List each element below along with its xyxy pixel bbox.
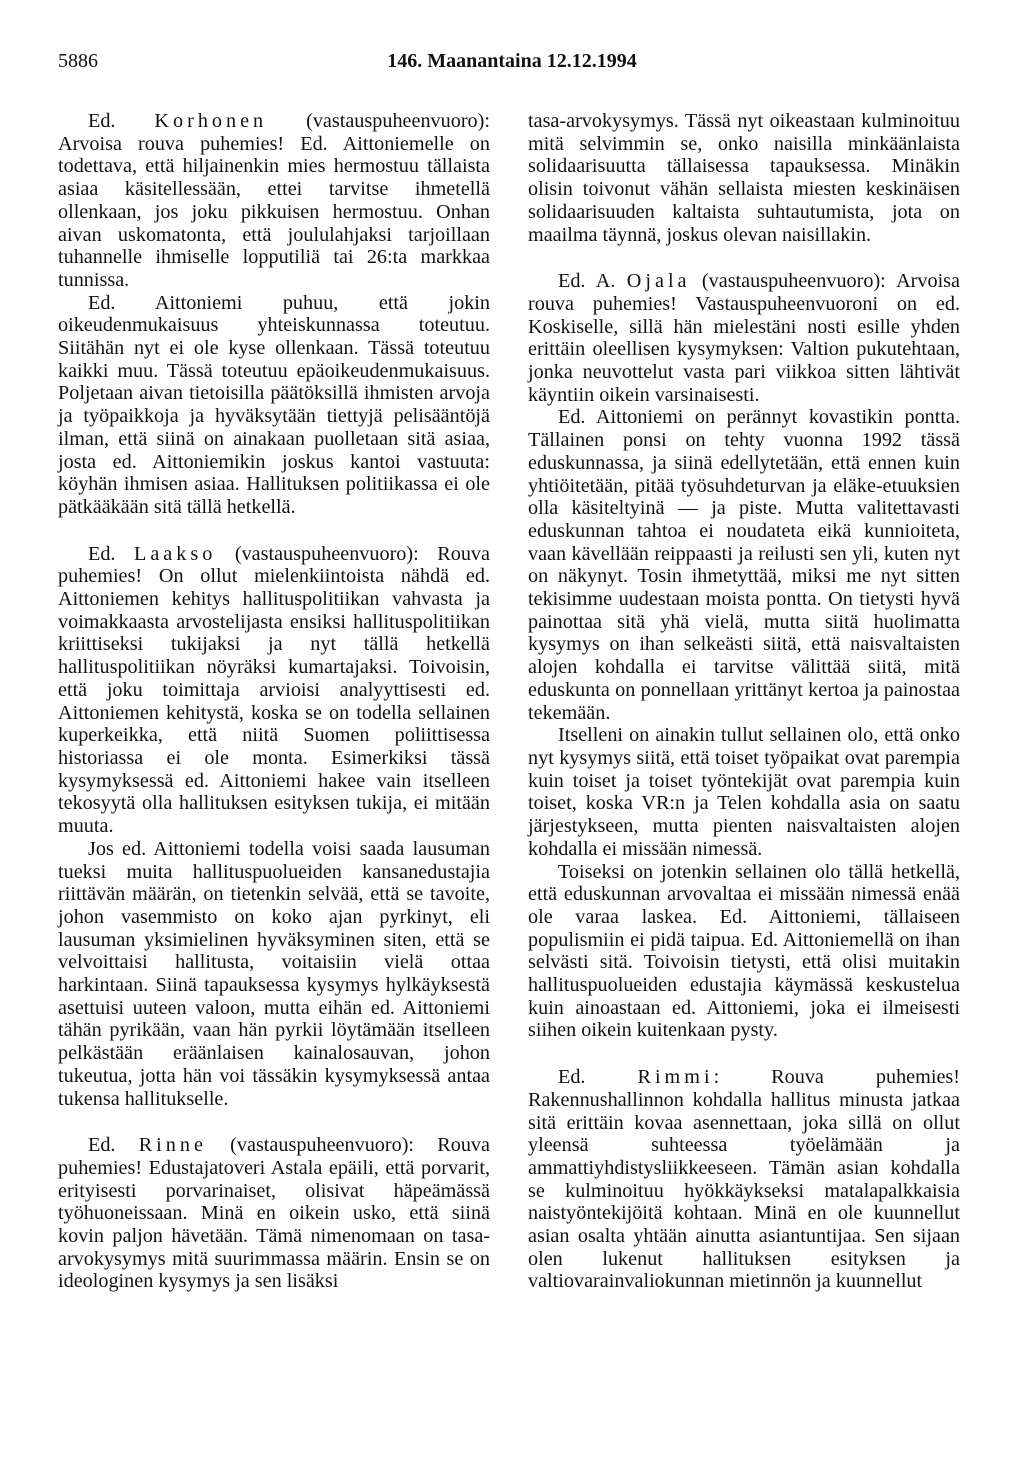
speaker-prefix: Ed. bbox=[558, 1066, 638, 1089]
paragraph-ojala bbox=[528, 270, 960, 406]
left-column bbox=[58, 110, 490, 1293]
running-title: 146. Maanantaina 12.12.1994 bbox=[387, 50, 637, 72]
paragraph: Jos ed. Aittoniemi todella voisi saada lausuman tueksi muita hallituspuolueiden kansanedustajia riittävän määrän, on tietenkin selvää, että se tavoite, johon vasemmisto on koko ajan pyrkinyt, eli lausuman yksimielinen hyväksyminen siten, että se velvoittaisi hallitusta, voitaisiin vielä ottaa harkintaan. Siinä tapauksessa kysymys hylkäyksestä asettuisi uuteen valoon, mutta eihän ed. Aittoniemi tähän pyrikään, vaan hän pyrkii löytämään itselleen pelkästään eräänlaisen kainalosauvan, johon tukeutua, jotta hän voi tässäkin kysymyksessä antaa tukensa hallitukselle. bbox=[58, 837, 490, 1110]
paragraph-continued: tasa-arvokysymys. Tässä nyt oikeastaan kulminoituu mitä selvimmin se, onko naisilla minkäänlaista solidaarisuutta tällaisessa tapauksessa. Minäkin olisin toivonut vähän sellaista miesten keskinäisen solidaarisuuden kaltaista suhtautumista, jota on maailma täynnä, joskus olevan naisillakin. bbox=[528, 110, 960, 246]
paragraph: Itselleni on ainakin tullut sellainen olo, että onko nyt kysymys siitä, että toiset työpaikat ovat parempia kuin toiset ja toiset työntekijät ovat parempia kuin toiset, koska VR:n ja Telen kohdalla asia on saatu järjestykseen, mutta pienten naisvaltaisten alojen kohdalla ei missään nimessä. bbox=[528, 724, 960, 860]
speaker-name: Rimmi bbox=[637, 1066, 714, 1089]
paragraph-text: (vastauspuheenvuoro): Arvoisa rouva puhemies! Vastauspuheenvuoroni on ed. Koskiselle, sillä hän mielestäni nosti esille yhden erittäin oleellisen kysymyksen: Valtion pukutehtaan, jonka neuvottelut vasta pari viikkoa sitten lähtivät käyntiin oikein varsinaisesti. bbox=[528, 270, 960, 406]
paragraph-text: (vastauspuheenvuoro): Arvoisa rouva puhemies! Ed. Aittoniemelle on todettava, että hiljainenkin mies hermostuu tällaista asiaa käsitellessään, ettei tarvitse ihmetellä ollenkaan, jos joku pikkuisen hermostuu. Onhan aivan uskomatonta, että joululahjaksi tarjoillaan tuhannelle ihmiselle lopputiliä tai 26:ta markkaa tunnissa. bbox=[58, 110, 490, 291]
paragraph: Ed. Aittoniemi on perännyt kovastikin ponttа. Tällainen ponsi on tehty vuonna 1992 tässä eduskunnassa, ja siinä edellytetään, että ennen kuin yhtiöitetään, pitää työsuhdeturvan ja eläke-etuuksien olla käsiteltyinä — ja piste. Mutta valitettavasti eduskunnan tahtoa ei noudateta eikä kunnioiteta, vaan kävellään reippaasti ja reilusti sen yli, kuten nyt on näkynyt. Tosin ihmetyttää, miksi me nyt sitten tekisimme uudestaan moista pontta. On tietysti hyvä painottaa sitä yhä vielä, mutta siitä huolimatta kysymys on ihan selkeästi siitä, että naisvaltaisten alojen kohdalla ei tarvitse välittää siitä, mitä eduskunta on ponnellaan yrittänyt kertoa ja painostaa tekemään. bbox=[528, 406, 960, 724]
speaker-name: Rinne bbox=[138, 1134, 207, 1157]
page-header bbox=[58, 50, 966, 80]
paragraph: Ed. Aittoniemi puhuu, että jokin oikeudenmukaisuus yhteiskunnassa toteutuu. Siitähän nyt ei ole kyse ollenkaan. Tässä toteutuu kaikki muu. Tässä toteutuu epäoikeudenmukaisuus. Poljetaan aivan tietoisilla päätöksillä ihmisten arvoja ja työpaikkoja ja hyväksytään tiettyjä pelisääntöjä ilman, että siinä on ainakaan puolletaan sitä asiaa, josta ed. Aittoniemikin joskus kantoi vastuuta: köyhän ihmisen asiaa. Hallituksen politiikassa ei ole pätkääkään sitä tällä hetkellä. bbox=[58, 291, 490, 518]
speaker-name: Ojala bbox=[626, 270, 691, 293]
page-number: 5886 bbox=[58, 50, 98, 72]
paragraph-rimmi bbox=[528, 1066, 960, 1293]
paragraph-rinne bbox=[58, 1134, 490, 1293]
speaker-name: Korhonen bbox=[154, 110, 268, 132]
speaker-prefix: Ed. A. bbox=[558, 270, 627, 293]
speaker-prefix: Ed. bbox=[88, 542, 135, 565]
paragraph-laakso bbox=[58, 543, 490, 838]
paragraph-text: (vastauspuheenvuoro): Rouva puhemies! Edustajatoveri Astala epäili, että porvarit, erityisesti porvarinaiset, olisivat häpeämässä työhuoneissaan. Minä en oikein usko, että siinä kovin paljon hävetään. Tämä nimenomaan on tasa-arvokysymys mitä suurimmassa määrin. Ensin se on ideologinen kysymys ja sen lisäksi bbox=[58, 1134, 490, 1293]
paragraph-korhonen bbox=[58, 110, 490, 292]
speaker-prefix: Ed. bbox=[88, 110, 155, 132]
paragraph-text: : Rouva puhemies! Rakennushallinnon kohdalla hallitus minusta jatkaa sitä erittäin kovaa asennettaan, joka sillä on ollut yleensä suhteessa työelämään ja ammattiyhdistysliikkeeseen. Tämän asian kohdalla se kulminoituu hyökkäykseksi matalapalkkaisia naistyöntekijöitä kohtaan. Minä en ole kuunnellut asian osalta yhtään ainutta asiantuntijaa. Sen sijaan olen lukenut hallituksen esityksen ja valtiovarainvaliokunnan mietinnön ja kuunnellut bbox=[528, 1066, 960, 1293]
paragraph: Toiseksi on jotenkin sellainen olo tällä hetkellä, että eduskunnan arvovaltaa ei missään nimessä enää ole varaa laskea. Ed. Aittoniemi, tällaiseen populismiin ei pidä taipua. Ed. Aittoniemellä on ihan selvästi sitä. Toivoisin tietysti, että olisi muitakin hallituspuolueiden edustajia käymässä keskustelua kuin ainoastaan ed. Aittoniemi, joka ei ilmeisesti siihen oikein kuitenkaan pysty. bbox=[528, 860, 960, 1042]
right-column bbox=[528, 110, 960, 1293]
paragraph-text: (vastauspuheenvuoro): Rouva puhemies! On ollut mielenkiintoista nähdä ed. Aittoniemen kehitys hallituspolitiikan vahvasta ja voimakkaasta arvostelijasta ensiksi hallituspolitiikan kriittiseksi tukijaksi ja nyt tällä hetkellä hallituspolitiikan nöyräksi kumartajaksi. Toivoisin, että joku toimittaja arvioisi analyyttisesti ed. Aittoniemen kehitystä, koska se on todella sellainen kuperkeikka, että niitä Suomen poliittisessa historiassa ei ole monta. Esimerkiksi tässä kysymyksessä ed. Aittoniemi hakee vain itselleen tekosyytä olla hallituksen esityksen tukija, ei mitään muuta. bbox=[58, 542, 490, 838]
speaker-prefix: Ed. bbox=[88, 1134, 139, 1157]
speaker-name: Laakso bbox=[134, 542, 217, 565]
